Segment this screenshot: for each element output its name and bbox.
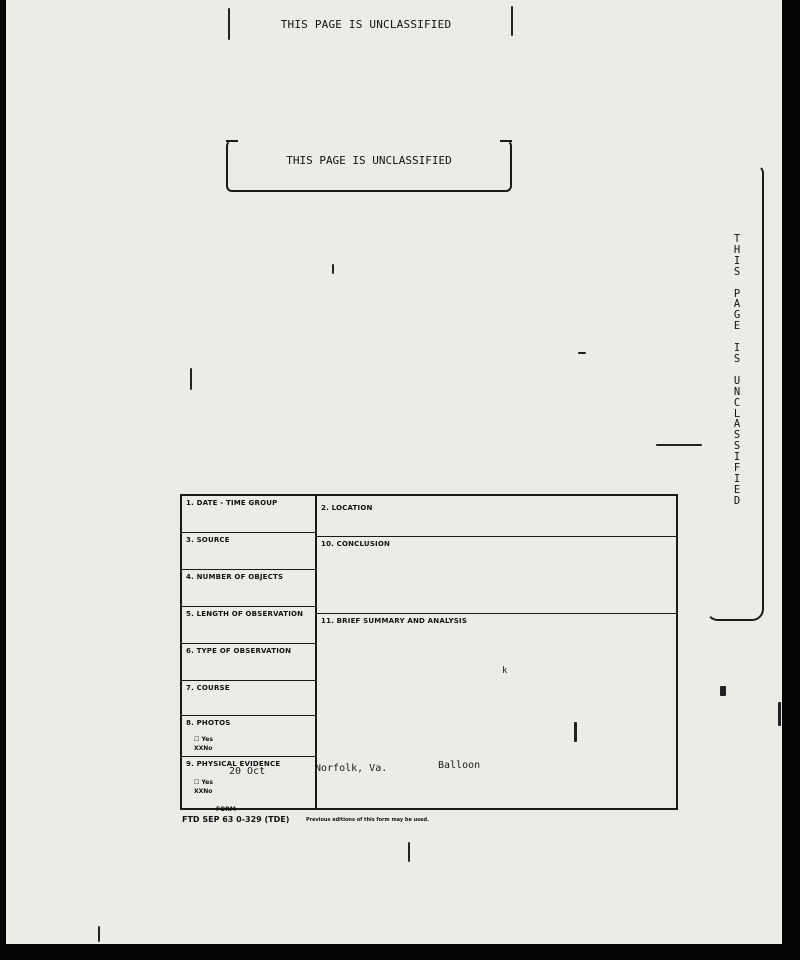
field-type-of-observation: [182, 644, 315, 681]
field-brief-summary: [317, 614, 676, 806]
report-form: [180, 494, 678, 810]
scan-mark: [720, 686, 726, 696]
classification-stamp: [226, 140, 512, 192]
field-label: 10. CONCLUSION: [321, 540, 391, 548]
photos-no-checkbox: XXNo: [194, 745, 213, 752]
scan-mark: [408, 842, 410, 862]
document-page: [6, 0, 782, 944]
typed-conclusion: Balloon: [438, 760, 481, 771]
typed-location: Norfolk, Va.: [315, 763, 388, 774]
field-label: 6. TYPE OF OBSERVATION: [186, 647, 292, 655]
scan-mark: [511, 6, 513, 36]
field-label: 1. DATE - TIME GROUP: [186, 499, 278, 507]
evidence-no-checkbox: XXNo: [194, 788, 213, 795]
field-date-time: [182, 496, 315, 533]
field-physical-evidence: [182, 757, 315, 806]
evidence-yes-checkbox: ☐ Yes: [194, 779, 213, 786]
scan-mark: [778, 702, 781, 726]
field-label: 2. LOCATION: [321, 504, 373, 512]
field-photos: [182, 716, 315, 757]
field-label: 11. BRIEF SUMMARY AND ANALYSIS: [321, 617, 468, 625]
field-length-of-observation: [182, 607, 315, 644]
field-label: 5. LENGTH OF OBSERVATION: [186, 610, 304, 618]
typed-date: 20 Oct: [229, 766, 266, 777]
field-course: [182, 681, 315, 716]
field-location: [317, 496, 676, 537]
scan-mark: [98, 926, 100, 942]
side-stamp-text: T H I S P A G E I S U N C L A S S I F I E D: [733, 233, 741, 507]
field-label: 3. SOURCE: [186, 536, 230, 544]
field-label: 7. COURSE: [186, 684, 230, 692]
scan-mark: [332, 264, 334, 274]
field-label: 9. PHYSICAL EVIDENCE: [186, 760, 281, 768]
form-note: Previous editions of this form may be used.: [306, 817, 430, 823]
scan-mark: [578, 352, 586, 354]
field-label: 8. PHOTOS: [186, 719, 231, 727]
form-id: FTD SEP 63 0-329 (TDE): [182, 815, 290, 824]
stamp-text: THIS PAGE IS UNCLASSIFIED: [286, 154, 452, 167]
typed-mark: k: [502, 666, 508, 676]
field-number-of-objects: [182, 570, 315, 607]
field-label: 4. NUMBER OF OBJECTS: [186, 573, 284, 581]
form-label: FORM: [216, 806, 236, 813]
scan-mark: [228, 8, 230, 40]
field-source: [182, 533, 315, 570]
form-left-column: [182, 496, 317, 808]
photos-yes-checkbox: ☐ Yes: [194, 736, 213, 743]
scan-mark: [190, 368, 192, 390]
scan-mark: [656, 444, 702, 446]
field-conclusion: [317, 537, 676, 614]
top-classification-label: THIS PAGE IS UNCLASSIFIED: [280, 18, 452, 31]
